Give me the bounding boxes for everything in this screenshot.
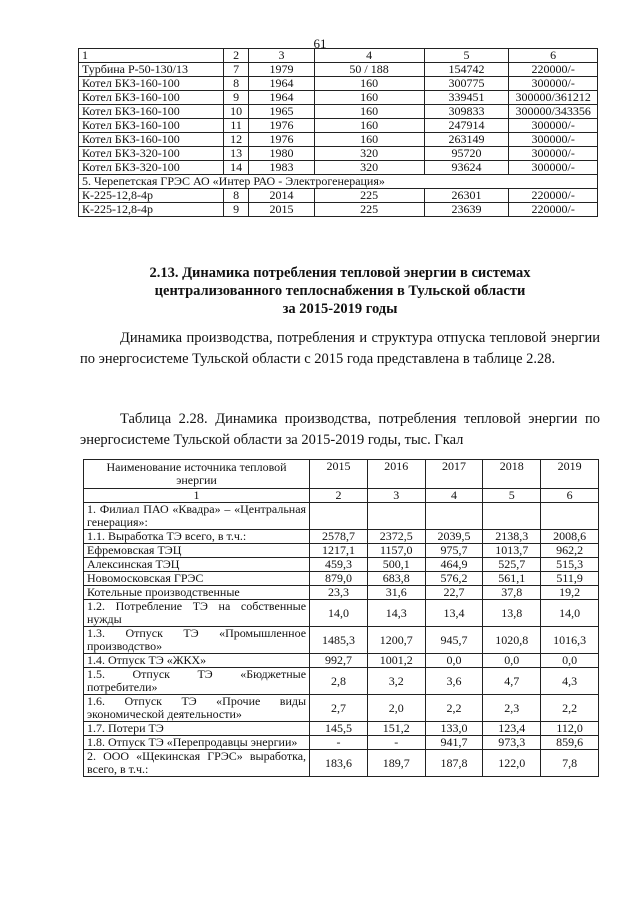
value-cell: 464,9 <box>425 558 483 572</box>
value-cell: 576,2 <box>425 572 483 586</box>
row-name-cell: 1.6. Отпуск ТЭ «Прочие виды экономической деятельности» <box>84 695 310 722</box>
value-cell: 2,7 <box>310 695 368 722</box>
value-cell: 112,0 <box>541 722 599 736</box>
value-cell: - <box>310 736 368 750</box>
table-cell: 300000/- <box>509 161 598 175</box>
value-cell: 941,7 <box>425 736 483 750</box>
table-row <box>84 544 599 558</box>
year-header-cell: 2016 <box>367 460 425 489</box>
table-row <box>79 189 598 203</box>
value-cell: 123,4 <box>483 722 541 736</box>
table-cell: 154742 <box>424 63 509 77</box>
table-cell: 50 / 188 <box>314 63 424 77</box>
table-cell: 5 <box>424 49 509 63</box>
value-cell: 2578,7 <box>310 530 368 544</box>
table-cell: Котел БКЗ-160-100 <box>79 91 224 105</box>
value-cell: 1200,7 <box>367 627 425 654</box>
value-cell <box>310 503 368 530</box>
table-row <box>79 49 598 63</box>
value-cell: 1020,8 <box>483 627 541 654</box>
row-name-cell: 1.1. Выработка ТЭ всего, в т.ч.: <box>84 530 310 544</box>
table-cell: 4 <box>314 49 424 63</box>
table-row <box>84 558 599 572</box>
table-cell: К-225-12,8-4р <box>79 189 224 203</box>
value-cell: 23,3 <box>310 586 368 600</box>
value-cell: 0,0 <box>483 654 541 668</box>
table-cell: 247914 <box>424 119 509 133</box>
row-name-cell: 1.4. Отпуск ТЭ «ЖКХ» <box>84 654 310 668</box>
section-title-line-1: 2.13. Динамика потребления тепловой энергии в системах <box>149 265 531 281</box>
table-cell: 263149 <box>424 133 509 147</box>
value-cell: 1157,0 <box>367 544 425 558</box>
value-cell: 3,6 <box>425 668 483 695</box>
value-cell: 2008,6 <box>541 530 599 544</box>
table-cell: 300000/- <box>509 77 598 91</box>
value-cell: 945,7 <box>425 627 483 654</box>
value-cell: 14,0 <box>310 600 368 627</box>
table-cell: 8 <box>223 77 249 91</box>
value-cell: 2,0 <box>367 695 425 722</box>
table-cell: 2014 <box>249 189 314 203</box>
table-cell: 95720 <box>424 147 509 161</box>
value-cell: 2,8 <box>310 668 368 695</box>
table-cell: К-225-12,8-4р <box>79 203 224 217</box>
table-cell: 1976 <box>249 119 314 133</box>
value-cell: 975,7 <box>425 544 483 558</box>
value-cell: 0,0 <box>425 654 483 668</box>
value-cell: 2138,3 <box>483 530 541 544</box>
intro-paragraph: Динамика производства, потребления и структура отпуска тепловой энергии по энергосистеме Тульской области с 2015 года представлена в таблице 2.28. <box>80 330 600 367</box>
value-cell <box>367 503 425 530</box>
table-row <box>84 722 599 736</box>
table-row <box>84 503 599 530</box>
table-cell: 160 <box>314 133 424 147</box>
value-cell: 187,8 <box>425 750 483 777</box>
section-title-line-3: за 2015-2019 годы <box>282 301 398 317</box>
value-cell: 189,7 <box>367 750 425 777</box>
table-cell: 225 <box>314 189 424 203</box>
table-cell: Котел БКЗ-160-100 <box>79 105 224 119</box>
table-cell: 300000/- <box>509 133 598 147</box>
table-cell: 2015 <box>249 203 314 217</box>
value-cell: 561,1 <box>483 572 541 586</box>
value-cell: 2039,5 <box>425 530 483 544</box>
table-row <box>84 668 599 695</box>
value-cell: 145,5 <box>310 722 368 736</box>
value-cell: 859,6 <box>541 736 599 750</box>
table-row <box>84 530 599 544</box>
table-cell: 1 <box>79 49 224 63</box>
table-caption: Таблица 2.28. Динамика производства, потребления тепловой энергии по энергосистеме Тульской области за 2015-2019 годы, тыс. Гкал <box>80 411 600 448</box>
table-row <box>79 147 598 161</box>
table-cell: 1964 <box>249 77 314 91</box>
row-name-cell: 1. Филиал ПАО «Квадра» – «Центральная генерация»: <box>84 503 310 530</box>
value-cell: 2,3 <box>483 695 541 722</box>
table-cell: 93624 <box>424 161 509 175</box>
value-cell: 2372,5 <box>367 530 425 544</box>
value-cell: 2,2 <box>425 695 483 722</box>
value-cell: 1016,3 <box>541 627 599 654</box>
table-cell: 26301 <box>424 189 509 203</box>
table-cell: 320 <box>314 147 424 161</box>
value-cell: 1217,1 <box>310 544 368 558</box>
table-cell: 7 <box>223 63 249 77</box>
table-cell: 9 <box>223 203 249 217</box>
table-row <box>79 203 598 217</box>
year-header-cell: 2015 <box>310 460 368 489</box>
row-name-cell: 2. ООО «Щекинская ГРЭС» выработка, всего, в т.ч.: <box>84 750 310 777</box>
table-row <box>79 105 598 119</box>
table-cell: 320 <box>314 161 424 175</box>
value-cell: 133,0 <box>425 722 483 736</box>
value-cell: 1001,2 <box>367 654 425 668</box>
value-cell: 973,3 <box>483 736 541 750</box>
table-cell: 300000/- <box>509 119 598 133</box>
table-cell: 309833 <box>424 105 509 119</box>
table-cell: 300000/343356 <box>509 105 598 119</box>
value-cell <box>483 503 541 530</box>
table-cell: 11 <box>223 119 249 133</box>
table-cell: 225 <box>314 203 424 217</box>
value-cell: 1485,3 <box>310 627 368 654</box>
table-cell: 300000/- <box>509 147 598 161</box>
value-cell <box>541 503 599 530</box>
index-cell: 6 <box>541 489 599 503</box>
value-cell: 14,3 <box>367 600 425 627</box>
table-section-row <box>79 175 598 189</box>
value-cell: 683,8 <box>367 572 425 586</box>
value-cell: 525,7 <box>483 558 541 572</box>
value-cell: 879,0 <box>310 572 368 586</box>
table-cell: Турбина Р-50-130/13 <box>79 63 224 77</box>
value-cell: 459,3 <box>310 558 368 572</box>
heat-energy-table <box>83 459 599 777</box>
row-name-cell: Новомосковская ГРЭС <box>84 572 310 586</box>
table-cell: 220000/- <box>509 63 598 77</box>
table-cell: 3 <box>249 49 314 63</box>
table-index-row <box>84 489 599 503</box>
value-cell: 122,0 <box>483 750 541 777</box>
table-row <box>84 750 599 777</box>
table-row <box>79 133 598 147</box>
value-cell: 4,3 <box>541 668 599 695</box>
value-cell: 2,2 <box>541 695 599 722</box>
table-cell: Котел БКЗ-320-100 <box>79 147 224 161</box>
value-cell: - <box>367 736 425 750</box>
table-row <box>84 627 599 654</box>
table-cell: 8 <box>223 189 249 203</box>
table-cell: 1965 <box>249 105 314 119</box>
value-cell: 962,2 <box>541 544 599 558</box>
table-cell: 160 <box>314 119 424 133</box>
table-cell: 1979 <box>249 63 314 77</box>
value-cell: 500,1 <box>367 558 425 572</box>
value-cell: 13,8 <box>483 600 541 627</box>
table-row <box>79 77 598 91</box>
row-name-cell: 1.3. Отпуск ТЭ «Промышленное производство» <box>84 627 310 654</box>
header-name-cell: Наименование источника тепловой энергии <box>84 460 310 489</box>
table-cell: Котел БКЗ-160-100 <box>79 133 224 147</box>
index-cell: 2 <box>310 489 368 503</box>
table-cell: 220000/- <box>509 189 598 203</box>
table-cell: 300775 <box>424 77 509 91</box>
table-cell: 23639 <box>424 203 509 217</box>
table-cell: Котел БКЗ-160-100 <box>79 77 224 91</box>
value-cell: 22,7 <box>425 586 483 600</box>
value-cell: 151,2 <box>367 722 425 736</box>
row-name-cell: 1.8. Отпуск ТЭ «Перепродавцы энергии» <box>84 736 310 750</box>
table-row <box>84 654 599 668</box>
value-cell: 13,4 <box>425 600 483 627</box>
table-row <box>79 63 598 77</box>
table-cell: 339451 <box>424 91 509 105</box>
table-cell: 1980 <box>249 147 314 161</box>
value-cell: 0,0 <box>541 654 599 668</box>
table-row <box>84 600 599 627</box>
value-cell <box>425 503 483 530</box>
table-row <box>84 736 599 750</box>
value-cell: 1013,7 <box>483 544 541 558</box>
section-title <box>80 264 600 318</box>
table-cell: 160 <box>314 105 424 119</box>
section-row-cell: 5. Черепетская ГРЭС АО «Интер РАО - Электрогенерация» <box>79 175 598 189</box>
value-cell: 19,2 <box>541 586 599 600</box>
table-cell: 14 <box>223 161 249 175</box>
table-row <box>79 91 598 105</box>
value-cell: 37,8 <box>483 586 541 600</box>
table-row <box>84 572 599 586</box>
row-name-cell: Ефремовская ТЭЦ <box>84 544 310 558</box>
table-header-row <box>84 460 599 489</box>
year-header-cell: 2017 <box>425 460 483 489</box>
table-cell: 220000/- <box>509 203 598 217</box>
table-cell: 1983 <box>249 161 314 175</box>
year-header-cell: 2019 <box>541 460 599 489</box>
table-cell: 2 <box>223 49 249 63</box>
value-cell: 3,2 <box>367 668 425 695</box>
table-cell: Котел БКЗ-320-100 <box>79 161 224 175</box>
table-cell: 6 <box>509 49 598 63</box>
section-title-line-2: централизованного теплоснабжения в Тульской области <box>154 283 526 299</box>
index-cell: 3 <box>367 489 425 503</box>
value-cell: 31,6 <box>367 586 425 600</box>
index-cell: 1 <box>84 489 310 503</box>
table-row <box>79 161 598 175</box>
row-name-cell: 1.5. Отпуск ТЭ «Бюджетные потребители» <box>84 668 310 695</box>
value-cell: 14,0 <box>541 600 599 627</box>
table-cell: 10 <box>223 105 249 119</box>
table-cell: 300000/361212 <box>509 91 598 105</box>
table-cell: 12 <box>223 133 249 147</box>
row-name-cell: Алексинская ТЭЦ <box>84 558 310 572</box>
table-row <box>79 119 598 133</box>
row-name-cell: 1.2. Потребление ТЭ на собственные нужды <box>84 600 310 627</box>
value-cell: 992,7 <box>310 654 368 668</box>
table-cell: 9 <box>223 91 249 105</box>
table-row <box>84 695 599 722</box>
table-cell: 1976 <box>249 133 314 147</box>
index-cell: 5 <box>483 489 541 503</box>
index-cell: 4 <box>425 489 483 503</box>
table-cell: 13 <box>223 147 249 161</box>
value-cell: 511,9 <box>541 572 599 586</box>
value-cell: 7,8 <box>541 750 599 777</box>
row-name-cell: 1.7. Потери ТЭ <box>84 722 310 736</box>
page-number: 61 <box>313 36 327 51</box>
year-header-cell: 2018 <box>483 460 541 489</box>
table-cell: 1964 <box>249 91 314 105</box>
table-row <box>84 586 599 600</box>
value-cell: 4,7 <box>483 668 541 695</box>
equipment-table <box>78 48 598 217</box>
table-cell: 160 <box>314 91 424 105</box>
value-cell: 515,3 <box>541 558 599 572</box>
row-name-cell: Котельные производственные <box>84 586 310 600</box>
value-cell: 183,6 <box>310 750 368 777</box>
table-cell: Котел БКЗ-160-100 <box>79 119 224 133</box>
table-cell: 160 <box>314 77 424 91</box>
